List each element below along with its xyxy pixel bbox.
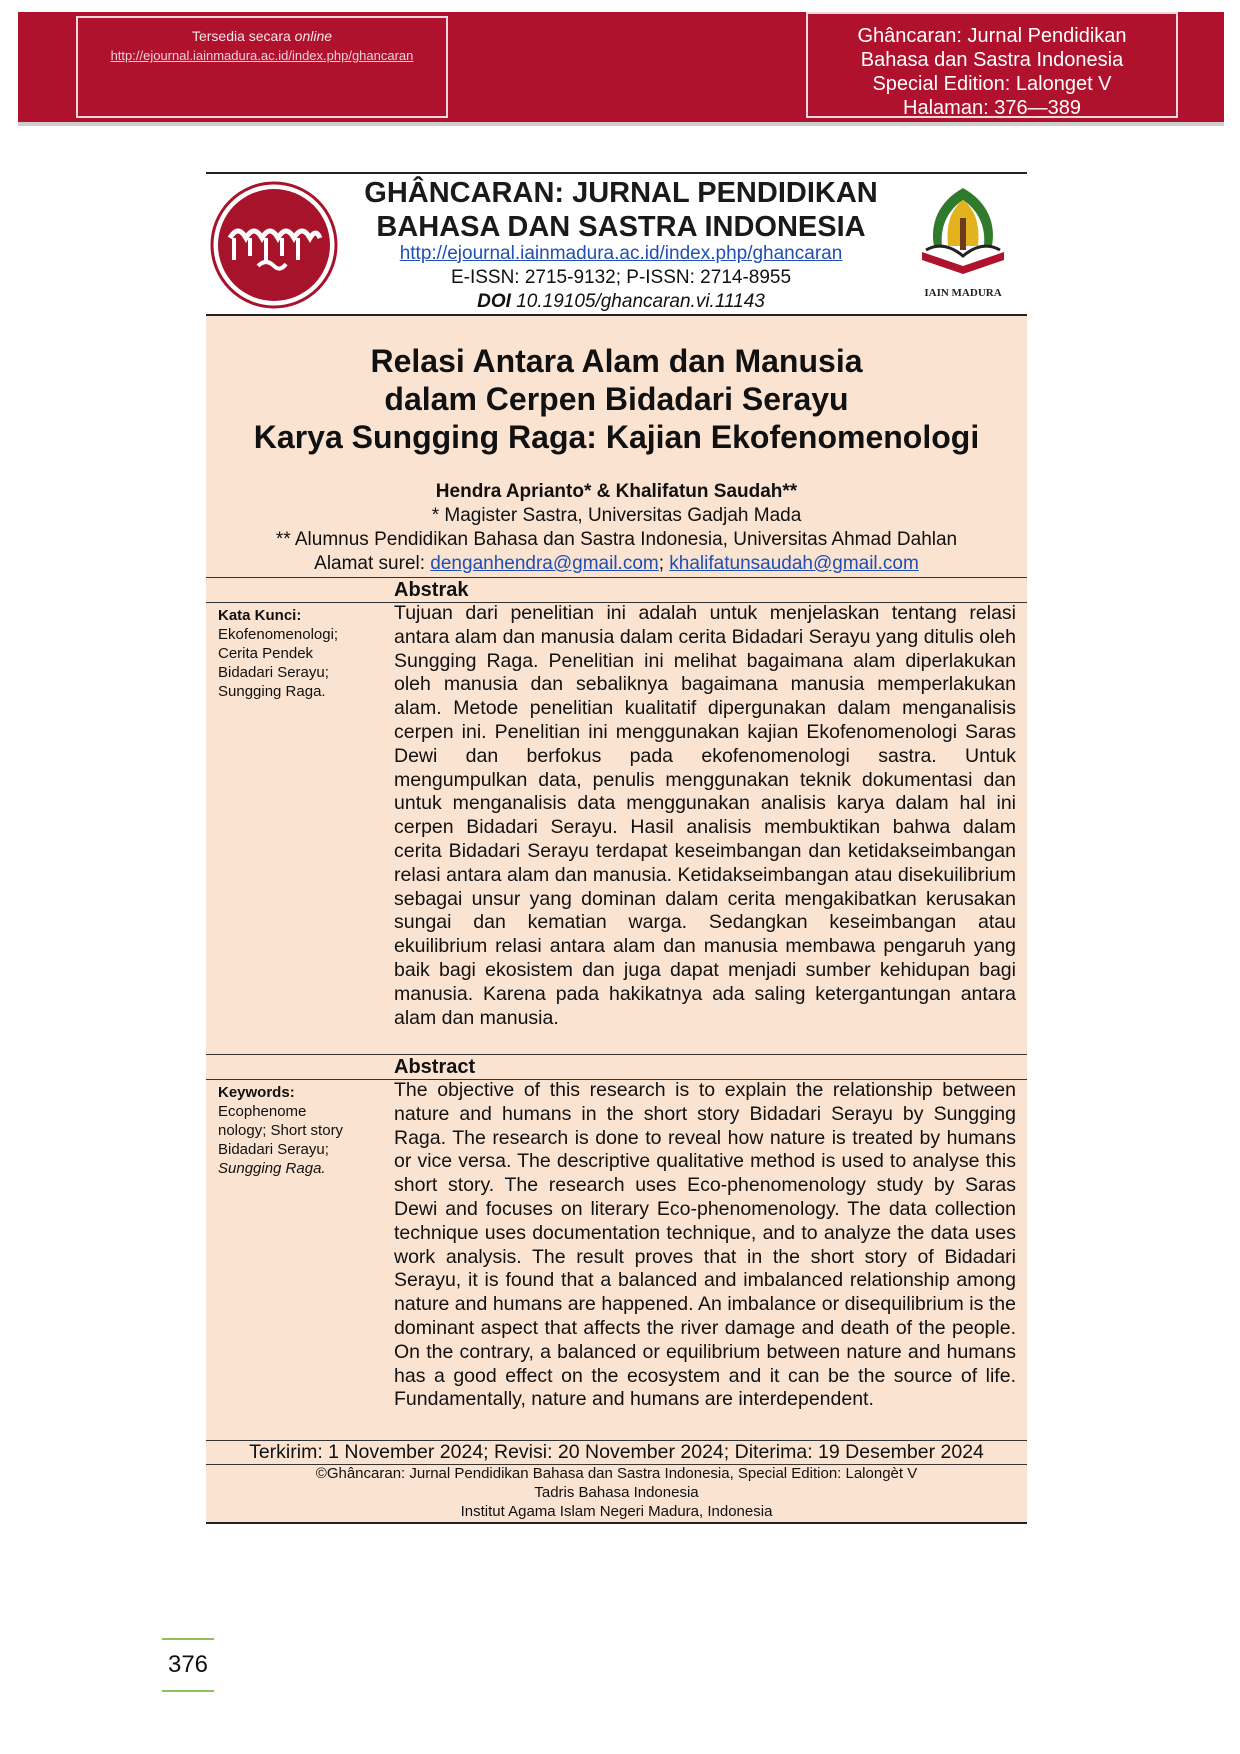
kata-kunci-text: Ekofenomenologi; Cerita Pendek Bidadari Serayu; Sungging Raga. (218, 626, 339, 700)
doi-label: DOI (477, 291, 511, 312)
abstract-page (206, 172, 1027, 1524)
abstrak-text: Tujuan dari penelitian ini adalah untuk menjelaskan tentang relasi antara alam dan manusia dalam cerita Bidadari Serayu yang ditulis oleh Sungging Raga. Penelitian ini melihat bagaimana alam diperlakukan oleh manusia dan sebaliknya bagaimana manusia memperlakukan alam. Metode penelitian kualitatif dipergunakan dalam menganalisis cerpen ini. Penelitian ini menggunakan kajian Ekofenomenologi Saras Dewi dan berfokus pada ekofenomenologi sastra. Untuk mengumpulkan data, penulis menggunakan teknik dokumentasi dan untuk menganalisis data menggunakan analisis karya dalam hal ini cerpen Bidadari Serayu. Hasil analisis membuktikan bahwa dalam cerita Bidadari Serayu terdapat keseimbangan dan ketidakseimbangan relasi antara alam dan manusia. Ketidakseimbangan atau disekuilibrium sebagai unsur yang dominan dalam cerita mengakibatkan kerusakan sungai dan kematian warga. Sedangkan keseimbangan atau ekuilibrium relasi antara alam dan manusia membawa pengaruh yang baik bagi ekosistem dan juga dapat menjadi sumber kehidupan bagi manusia. Karena pada hakikatnya ada saling ketergantungan antara alam dan manusia. (394, 602, 1016, 1029)
issn-text: E-ISSN: 2715-9132; P-ISSN: 2714-8955 (450, 267, 792, 288)
journal-title-line: GHÂNCARAN: JURNAL PENDIDIKAN (364, 177, 878, 209)
journal-title (346, 176, 896, 244)
affiliation-1: * Magister Sastra, Universitas Gadjah Mada (431, 505, 802, 526)
article-title-line: Karya Sungging Raga: Kajian Ekofenomenologi (253, 419, 980, 455)
affiliation-2: ** Alumnus Pendidikan Bahasa dan Sastra Indonesia, Universitas Ahmad Dahlan (275, 529, 958, 550)
journal-title-line: BAHASA DAN SASTRA INDONESIA (376, 211, 866, 243)
journal-info-line: Halaman: 376—389 (903, 97, 1081, 118)
journal-info-box (806, 12, 1178, 118)
keywords-italic: Sungging Raga. (218, 1160, 326, 1177)
ghancaran-logo-icon (208, 180, 340, 310)
keywords-text (218, 1102, 358, 1178)
doi-text (346, 290, 896, 314)
journal-info-line: Ghâncaran: Jurnal Pendidikan (857, 25, 1127, 47)
journal-url-link[interactable]: http://ejournal.iainmadura.ac.id/index.php/ghancaran (399, 243, 843, 264)
kata-kunci-label: Kata Kunci: (218, 607, 302, 624)
keywords-block (218, 1083, 358, 1178)
journal-banner (18, 12, 1224, 122)
article-title (206, 342, 1027, 456)
abstrak-heading-bar (206, 577, 1027, 603)
journal-meta (346, 242, 896, 314)
logo-caption: IAIN MADURA (924, 287, 1002, 299)
journal-header (206, 174, 1027, 316)
keywords-label: Keywords: (218, 1084, 295, 1101)
copyright-footer (206, 1464, 1027, 1521)
journal-info-line: Special Edition: Lalonget V (872, 73, 1112, 95)
footer-line: ©Ghâncaran: Jurnal Pendidikan Bahasa dan Sastra Indonesia, Special Edition: Lalongèt V (315, 1465, 918, 1482)
author-block (206, 480, 1027, 576)
availability-online: online (294, 28, 333, 44)
availability-prefix: Tersedia secara (191, 28, 295, 44)
footer-line: Tadris Bahasa Indonesia (534, 1484, 699, 1501)
abstract-text: The objective of this research is to explain the relationship between nature and humans in the short story Bidadari Serayu by Sungging Raga. The research is done to reveal how nature is treated by humans or vice versa. The descriptive qualitative method is used to analyse this short story. The research uses Eco-phenomenology study by Saras Dewi and focuses on literary Eco-phenomenology. The data collection technique uses documentation technique, and to analyze the data uses work analysis. The result proves that in the short story of Bidadari Serayu, it is found that a balanced and imbalanced relationship among nature and humans are happened. An imbalance or disequilibrium is the dominant aspect that affects the river damage and death of the people. On the contrary, a balanced or equilibrium between nature and humans has a good effect on the ecosystem and it can be the source of life. Fundamentally, nature and humans are interdependent. (394, 1079, 1016, 1411)
article-title-line: Relasi Antara Alam dan Manusia (370, 343, 863, 379)
email-link-1[interactable]: denganhendra@gmail.com (430, 553, 659, 574)
kata-kunci-block (218, 606, 358, 701)
submission-dates: Terkirim: 1 November 2024; Revisi: 20 November 2024; Diterima: 19 Desember 2024 (249, 1441, 984, 1463)
email-line (206, 552, 1027, 576)
abstract-heading-bar (206, 1054, 1027, 1080)
page-number: 376 (162, 1638, 214, 1692)
banner-url-link[interactable]: http://ejournal.iainmadura.ac.id/index.php/ghancaran (110, 48, 414, 63)
journal-info-line: Bahasa dan Sastra Indonesia (860, 49, 1124, 71)
footer-line: Institut Agama Islam Negeri Madura, Indonesia (460, 1503, 773, 1520)
email-link-2[interactable]: khalifatunsaudah@gmail.com (669, 553, 919, 574)
abstract-heading: Abstract (394, 1056, 476, 1078)
iain-madura-logo-icon (902, 180, 1024, 304)
author-names: Hendra Aprianto* & Khalifatun Saudah** (435, 481, 798, 502)
keywords-plain: Ecophenome nology; Short story Bidadari Serayu; (218, 1103, 344, 1158)
email-label: Alamat surel: (314, 553, 431, 574)
article-title-line: dalam Cerpen Bidadari Serayu (384, 381, 849, 417)
doi-value: 10.19105/ghancaran.vi.11143 (510, 291, 765, 312)
abstrak-heading: Abstrak (394, 579, 469, 601)
availability-text (78, 28, 446, 44)
email-separator: ; (658, 553, 670, 574)
availability-box (76, 16, 448, 118)
